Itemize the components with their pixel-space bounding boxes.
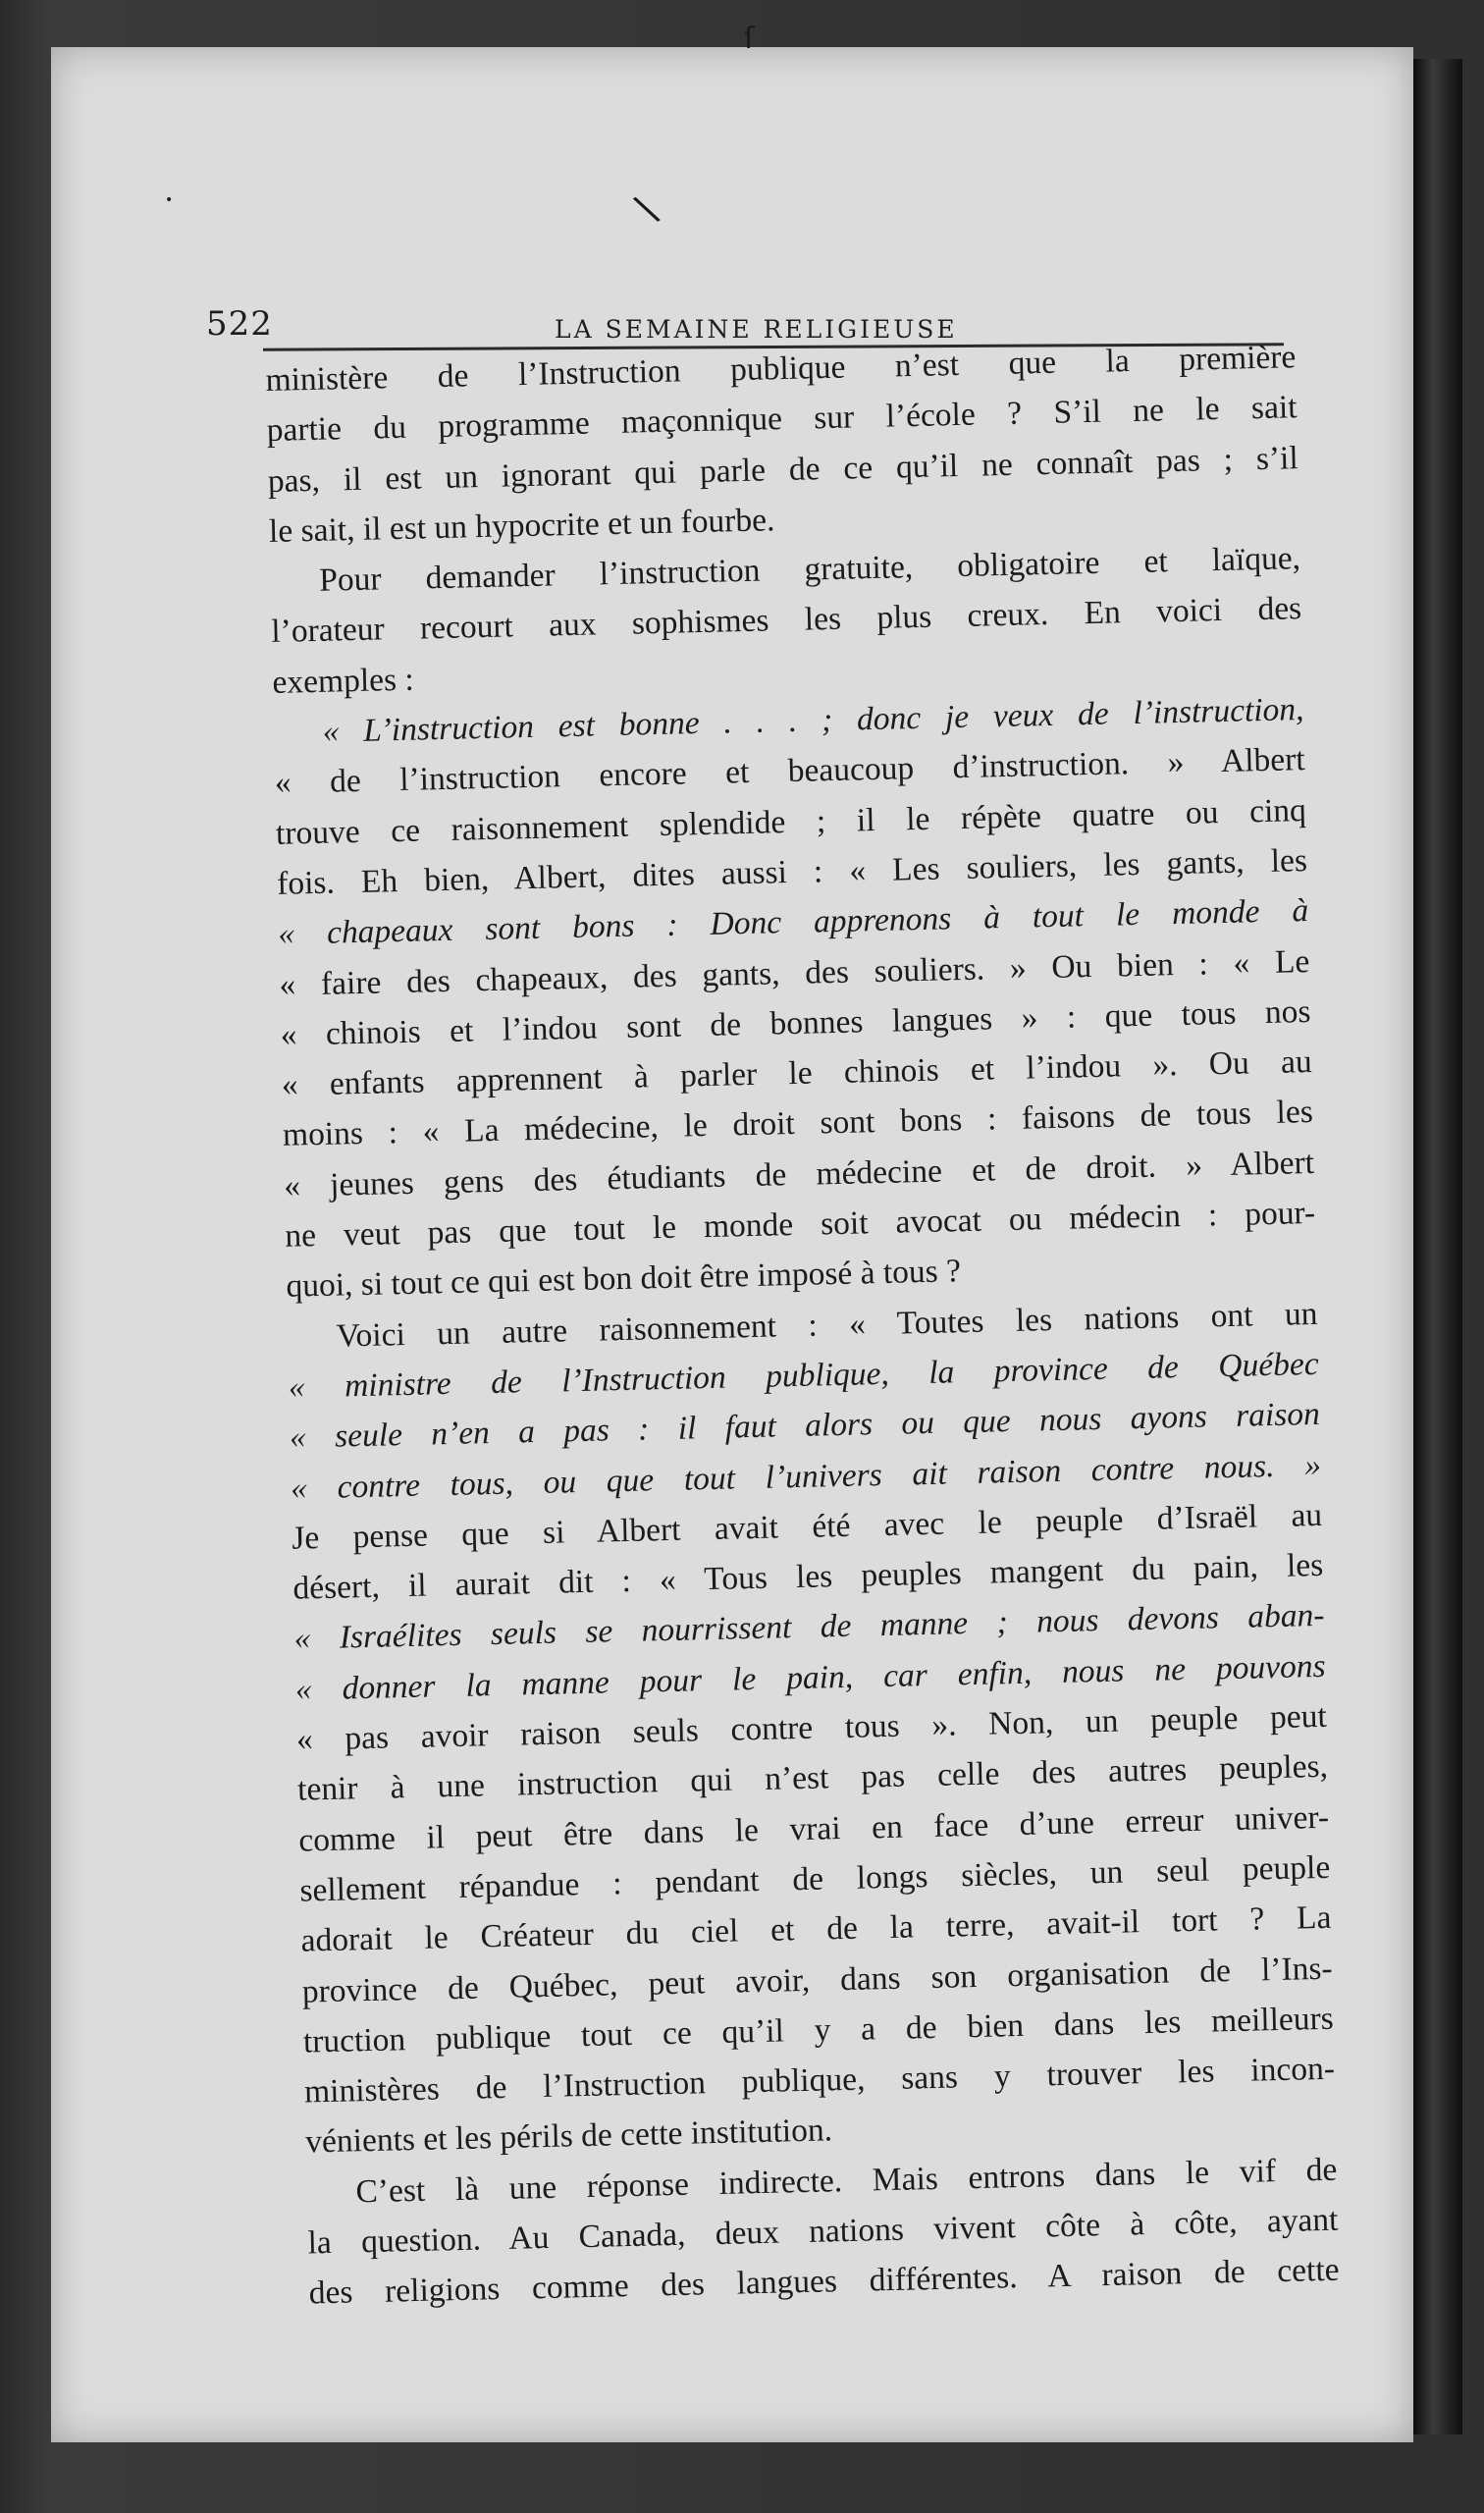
- text-line: « chinois et l’indou sont de bonnes langues » : que tous nos: [280, 992, 1311, 1053]
- text-line: désert, il aurait dit : « Tous les peuples mangent du pain, les: [292, 1546, 1324, 1607]
- scan-mark: ſ: [744, 22, 755, 56]
- text-line: ministère de l’Instruction publique n’est que la première: [265, 339, 1297, 399]
- text-line: ne veut pas que tout le monde soit avocat ou médecin : pour-: [284, 1194, 1316, 1255]
- text-line: le sait, il est un hypocrite et un fourbe.: [268, 502, 775, 550]
- text-line: moins : « La médecine, le droit sont bons : faisons de tous les: [282, 1094, 1314, 1154]
- text-line: C’est là une réponse indirecte. Mais entrons dans le vif de: [355, 2151, 1338, 2211]
- text-line: province de Québec, peut avoir, dans son organisation de l’Ins-: [301, 1950, 1333, 2010]
- text-line: fois. Eh bien, Albert, dites aussi : « Les souliers, les gants, les: [276, 842, 1308, 902]
- text-line: « enfants apprennent à parler le chinois et l’indou ». Ou au: [281, 1043, 1313, 1103]
- text-line: la question. Au Canada, deux nations vivent côte à côte, ayant: [307, 2201, 1339, 2262]
- text-line: « seule n’en a pas : il faut alors ou que nous ayons raison: [289, 1396, 1321, 1456]
- text-line: des religions comme des langues différentes. A raison de cette: [308, 2251, 1340, 2312]
- text-line: « L’instruction est bonne . . . ; donc je veux de l’instruction,: [322, 691, 1304, 750]
- text-line: comme il peut être dans le vrai en face d’une erreur univer-: [297, 1798, 1330, 1859]
- text-line: « donner la manne pour le pain, car enfin, nous ne pouvons: [294, 1647, 1326, 1708]
- text-line: « contre tous, ou que tout l’univers ait raison contre nous. »: [290, 1446, 1322, 1507]
- text-line: « de l’instruction encore et beaucoup d’instruction. » Albert: [274, 741, 1306, 802]
- text-line: « ministre de l’Instruction publique, la province de Québec: [288, 1345, 1320, 1406]
- running-head: LA SEMAINE RELIGIEUSE: [555, 315, 958, 344]
- text-line: Voici un autre raisonnement : « Toutes les nations ont un: [336, 1295, 1318, 1355]
- text-line: tenir à une instruction qui n’est pas celle des autres peuples,: [296, 1748, 1329, 1808]
- text-line: l’orateur recourt aux sophismes les plus creux. En voici des: [270, 590, 1302, 651]
- text-line: « jeunes gens des étudiants de médecine et de droit. » Albert: [283, 1144, 1315, 1204]
- text-line: adorait le Créateur du ciel et de la terre, avait-il tort ? La: [300, 1898, 1332, 1959]
- text-line: partie du programme maçonnique sur l’école ? S’il ne le sait: [266, 389, 1298, 450]
- text-line: « faire des chapeaux, des gants, des souliers. » Ou bien : « Le: [279, 942, 1310, 1003]
- scan-dot: •: [165, 192, 174, 208]
- text-line: « chapeaux sont bons : Donc apprenons à tout le monde à: [277, 892, 1309, 953]
- text-line: vénients et les périls de cette institution.: [304, 2112, 833, 2161]
- body-text: [265, 332, 1340, 2319]
- scan-mark: \: [629, 186, 664, 233]
- text-line: truction publique tout ce qu’il y a de bien dans les meilleurs: [302, 2000, 1335, 2060]
- text-line: Je pense que si Albert avait été avec le peuple d’Israël au: [291, 1496, 1323, 1557]
- text-line: Pour demander l’instruction gratuite, obligatoire et laïque,: [318, 540, 1301, 599]
- text-line: pas, il est un ignorant qui parle de ce qu’il ne connaît pas ; s’il: [267, 439, 1299, 500]
- text-line: sellement répandue : pendant de longs siècles, un seul peuple: [299, 1848, 1331, 1909]
- text-line: « pas avoir raison seuls contre tous ». Non, un peuple peut: [295, 1697, 1328, 1758]
- text-line: trouve ce raisonnement splendide ; il le répète quatre ou cinq: [275, 791, 1307, 852]
- text-line: exemples :: [272, 661, 415, 701]
- text-line: « Israélites seuls se nourrissent de manne ; nous devons aban-: [293, 1597, 1325, 1658]
- page-number: 522: [206, 304, 273, 344]
- text-line: ministères de l’Instruction publique, sans y trouver les incon-: [303, 2050, 1336, 2111]
- text-line: quoi, si tout ce qui est bon doit être imposé à tous ?: [286, 1253, 962, 1306]
- facing-page-edge: [1413, 59, 1462, 2434]
